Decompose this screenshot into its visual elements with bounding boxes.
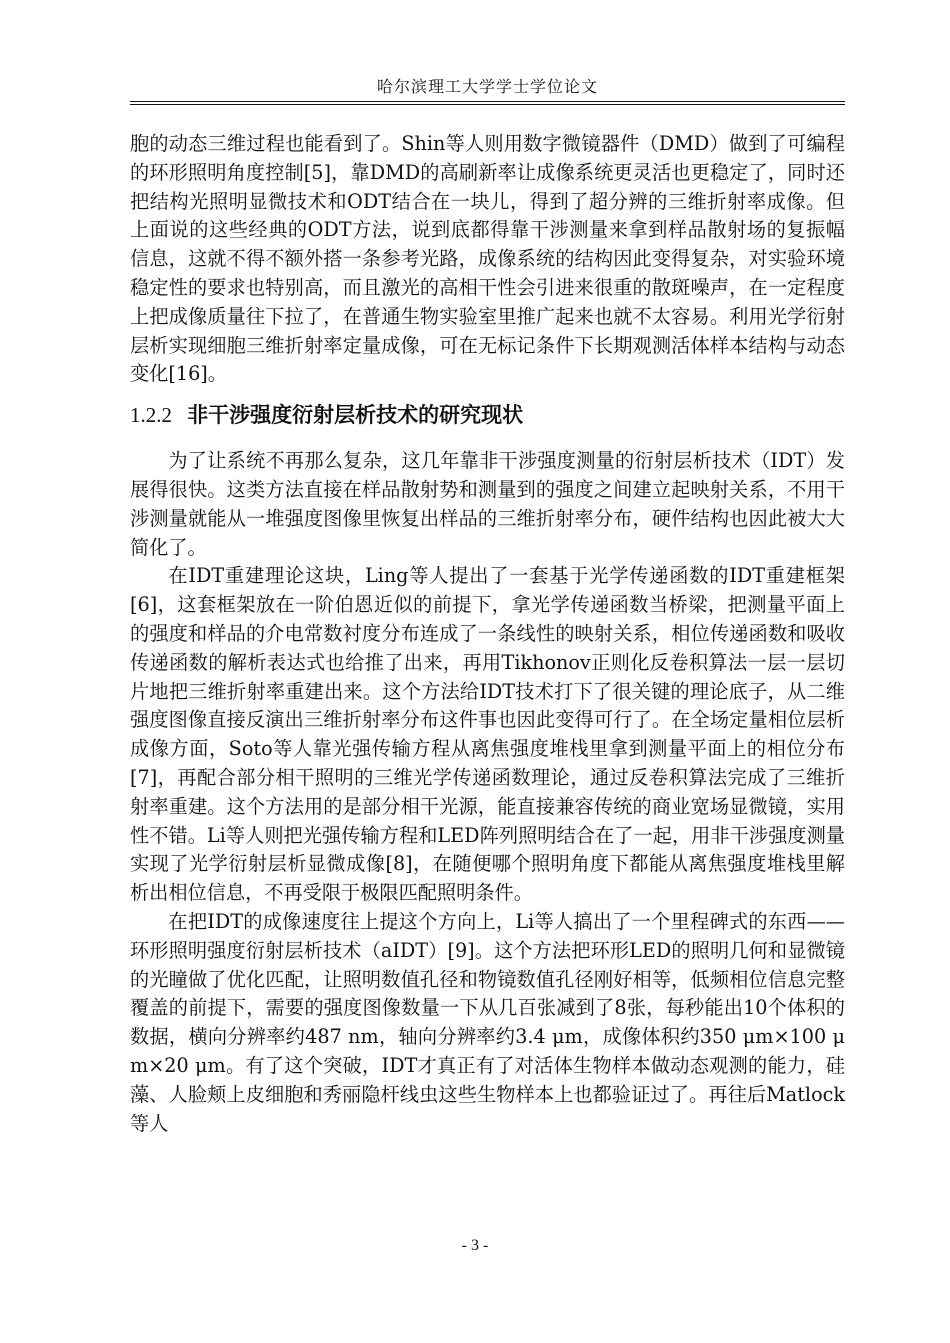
running-header: 哈尔滨理工大学学士学位论文 — [376, 77, 598, 96]
paragraph-1: 胞的动态三维过程也能看到了。Shin等人则用数字微镜器件（DMD）做到了可编程的环形照明角度控制[5]，靠DMD的高刷新率让成像系统更灵活也更稳定了，同时还把结构光照明显微技术和ODT结合在一块儿，得到了超分辨的三维折射率成像。但上面说的这些经典的ODT方法，说到底都得靠干涉测量来拿到样品散射场的复振幅信息，这就不得不额外搭一条参考光路，成像系统的结构因此变得复杂，对实验环境稳定性的要求也特别高，而且激光的高相干性会引进来很重的散斑噪声，在一定程度上把成像质量往下拉了，在普通生物实验室里推广起来也就不太容易。利用光学衍射层析实现细胞三维折射率定量成像，可在无标记条件下长期观测活体样本结构与动态变化[16]。 — [130, 132, 845, 386]
section-heading — [130, 397, 845, 433]
page-number: - 3 - — [461, 1237, 489, 1254]
header-rule — [130, 101, 845, 102]
paragraph-4: 在把IDT的成像速度往上提这个方向上，Li等人搞出了一个里程碑式的东西——环形照明强度衍射层析技术（aIDT）[9]。这个方法把环形LED的照明几何和显微镜的光瞳做了优化匹配，让照明数值孔径和物镜数值孔径刚好相等，低频相位信息完整覆盖的前提下，需要的强度图像数量一下从几百张减到了8张，每秒能出10个体积的数据，横向分辨率约487 nm，轴向分辨率约3.4 μm，成像体积约350 μm×100 μm×20 μm。有了这个突破，IDT才真正有了对活体生物样本做动态观测的能力，硅藻、人脸颊上皮细胞和秀丽隐杆线虫这些生物样本上也都验证过了。再往后Matlock等人 — [130, 909, 845, 1135]
body-content — [130, 130, 845, 1138]
section-title: 非干涉强度衍射层析技术的研究现状 — [187, 403, 524, 428]
header-rule-secondary — [130, 104, 845, 105]
section-number: 1.2.2 — [130, 403, 172, 428]
paragraph-2: 为了让系统不再那么复杂，这几年靠非干涉强度测量的衍射层析技术（IDT）发展得很快。这类方法直接在样品散射势和测量到的强度之间建立起映射关系，不用干涉测量就能从一堆强度图像里恢复出样品的三维折射率分布，硬件结构也因此被大大简化了。 — [130, 449, 845, 559]
paragraph-3: 在IDT重建理论这块，Ling等人提出了一套基于光学传递函数的IDT重建框架[6]，这套框架放在一阶伯恩近似的前提下，拿光学传递函数当桥梁，把测量平面上的强度和样品的介电常数衬度分布连成了一条线性的映射关系，相位传递函数和吸收传递函数的解析表达式也给推了出来，再用Tikhonov正则化反卷积算法一层一层切片地把三维折射率重建出来。这个方法给IDT技术打下了很关键的理论底子，从二维强度图像直接反演出三维折射率分布这件事也因此变得可行了。在全场定量相位层析成像方面，Soto等人靠光强传输方程从离焦强度堆栈里拿到测量平面上的相位分布[7]，再配合部分相干照明的三维光学传递函数理论，通过反卷积算法完成了三维折射率重建。这个方法用的是部分相干光源，能直接兼容传统的商业宽场显微镜，实用性不错。Li等人则把光强传输方程和LED阵列照明结合在了一起，用非干涉强度测量实现了光学衍射层析显微成像[8]，在随便哪个照明角度下都能从离焦强度堆栈里解析出相位信息，不再受限于极限匹配照明条件。 — [130, 564, 845, 905]
